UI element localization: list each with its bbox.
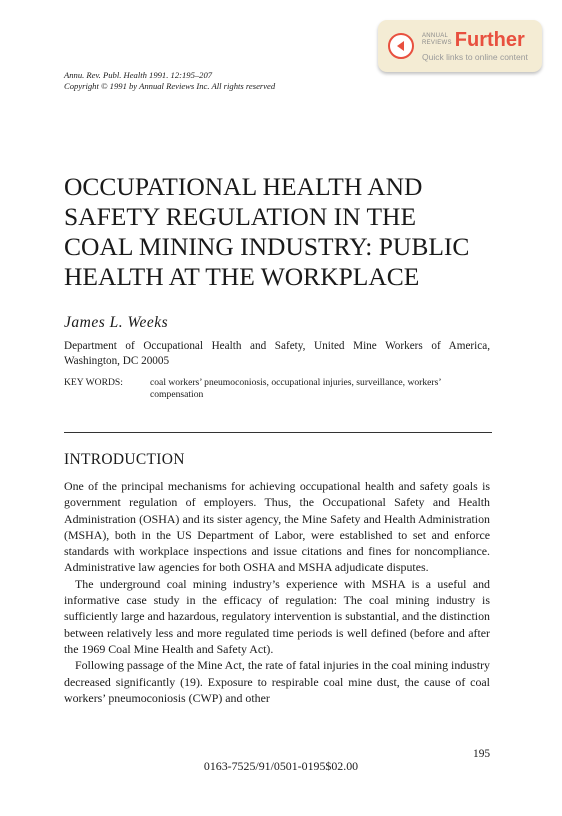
brand-further: Further bbox=[454, 29, 525, 52]
title-line: HEALTH AT THE WORKPLACE bbox=[64, 262, 420, 291]
banner-tagline: Quick links to online content bbox=[422, 52, 528, 63]
keywords-text: coal workers’ pneumoconiosis, occupational injuries, surveillance, workers’ compensation bbox=[150, 377, 441, 400]
footer-code: 0163-7525/91/0501-0195$02.00 bbox=[203, 759, 359, 773]
brand-small-annual: ANNUAL bbox=[422, 33, 449, 40]
page-number: 195 bbox=[473, 748, 491, 760]
section-heading: INTRODUCTION bbox=[64, 451, 185, 468]
keywords-label: KEY WORDS: bbox=[64, 377, 123, 388]
author-affiliation: Department of Occupational Health and Safety, United Mine Workers of America, Washington, DC 20005 bbox=[64, 340, 490, 367]
author-name: James L. Weeks bbox=[64, 314, 169, 331]
title-line: OCCUPATIONAL HEALTH AND bbox=[64, 172, 423, 201]
citation bbox=[64, 70, 275, 91]
annual-reviews-further-banner[interactable] bbox=[378, 20, 542, 72]
banner-text bbox=[422, 30, 528, 62]
play-arrow-icon bbox=[388, 33, 414, 59]
title-line: SAFETY REGULATION IN THE bbox=[64, 202, 417, 231]
paper-title bbox=[64, 172, 504, 292]
section-divider bbox=[64, 432, 492, 433]
body-paragraph: Following passage of the Mine Act, the rate of fatal injuries in the coal mining industry decreased significantly (19). Exposure to respirable coal mine dust, the cause of coal workers’ pneumoconiosis (CWP) and other bbox=[64, 658, 490, 705]
body-paragraph: The underground coal mining industry’s experience with MSHA is a useful and informative case study in the efficacy of regulation: The coal mining industry is sufficiently large and hazardous, regulatory intervention is substantial, and the distinction between relatively less and more regulated time periods is well defined (before and after the 1969 Coal Mine Health and Safety Act). bbox=[64, 576, 490, 656]
citation-journal: Annu. Rev. Publ. Health 1991. 12:195–207 bbox=[64, 70, 213, 80]
brand-small-reviews: REVIEWS bbox=[422, 40, 452, 47]
citation-copyright: Copyright © 1991 by Annual Reviews Inc. All rights reserved bbox=[64, 80, 276, 91]
title-line: COAL MINING INDUSTRY: PUBLIC bbox=[64, 232, 470, 261]
body-text bbox=[64, 478, 490, 706]
body-paragraph: One of the principal mechanisms for achieving occupational health and safety goals is government regulation of employers. Thus, the Occupational Safety and Health Administration (OSHA) and its sister agency, the Mine Safety and Health Administration (MSHA), both in the US Department of Labor, were established to set and enforce standards with workplace inspections and issue citations and fines for noncompliance. Administrative law agencies for both OSHA and MSHA adjudicate disputes. bbox=[64, 479, 490, 575]
